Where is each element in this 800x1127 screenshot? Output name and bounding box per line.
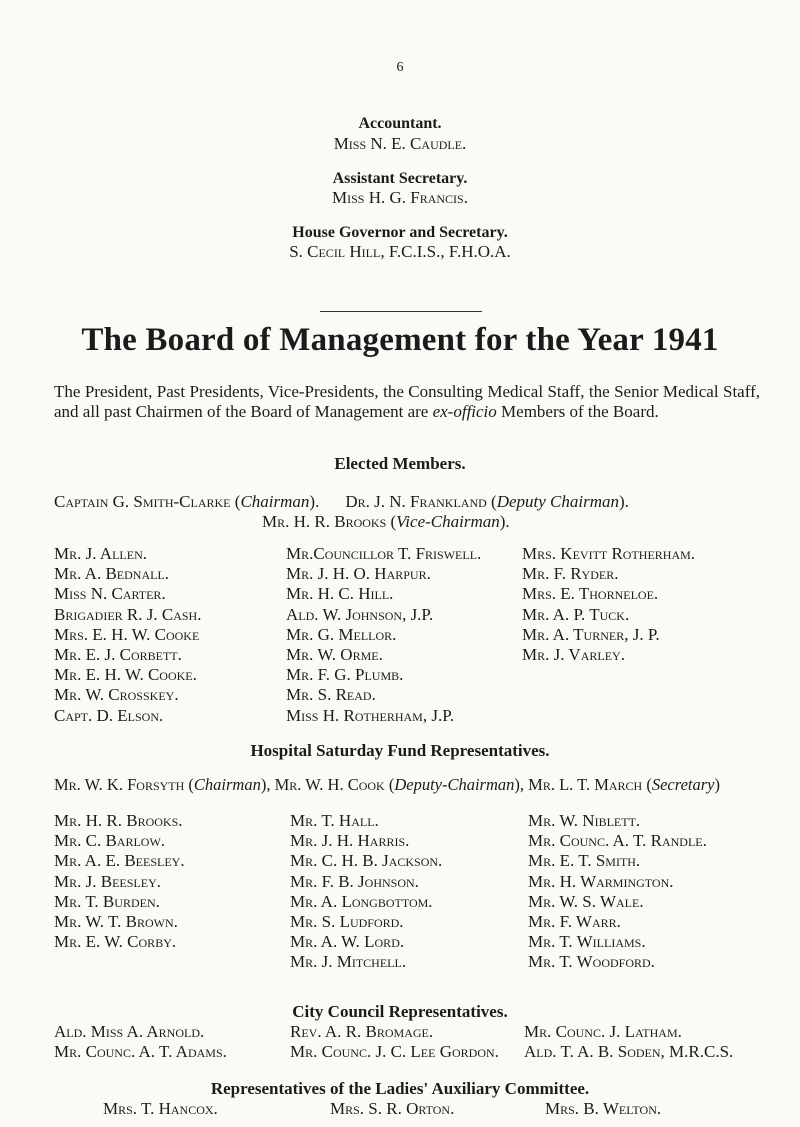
list-item: Mr. W. T. Brown.	[54, 911, 178, 931]
list-item: Mr. G. Mellor.	[286, 624, 397, 644]
list-item: Mr. A. P. Tuck.	[522, 604, 630, 624]
list-item: Mr. F. Ryder.	[522, 564, 619, 584]
city-council-column-3	[524, 1022, 733, 1062]
list-item: Mr. H. Warmington.	[528, 871, 674, 891]
list-item: Mr. A. Bednall.	[54, 564, 170, 584]
list-item: Miss N. Carter.	[54, 584, 166, 604]
elected-vice-line	[262, 512, 510, 532]
deputy-role: Deputy Chairman	[496, 492, 619, 511]
list-item: Mr. J. H. O. Harpur.	[286, 564, 431, 584]
officer-name-house-governor: S. Cecil Hill, F.C.I.S., F.H.O.A.	[289, 242, 511, 261]
hs-chair-close: ),	[260, 775, 271, 794]
city-council-column-2	[290, 1022, 499, 1062]
officer-title-assistant-secretary: Assistant Secretary.	[332, 170, 468, 187]
list-item: Mr. A. Longbottom.	[290, 891, 433, 911]
deputy-name: Dr. J. N. Frankland (	[345, 492, 497, 511]
ladies-auxiliary-heading: Representatives of the Ladies' Auxiliary Committee.	[210, 1079, 590, 1098]
divider-rule	[320, 311, 482, 312]
list-item: Mr. J. Varley.	[522, 644, 625, 664]
list-item: Ald. T. A. B. Soden, M.R.C.S.	[524, 1042, 734, 1062]
deputy-close: ).	[619, 492, 629, 511]
list-item: Mr.Councillor T. Friswell.	[286, 544, 482, 563]
list-item: Mrs. Kevitt Rotherham.	[522, 544, 696, 563]
list-item: Rev. A. R. Bromage.	[290, 1022, 434, 1041]
vice-name: Mr. H. R. Brooks (	[262, 512, 397, 531]
list-item: Mr. E. H. W. Cooke.	[54, 665, 197, 685]
officer-name-assistant-secretary: Miss H. G. Francis.	[332, 188, 468, 207]
hs-deputy-name: Mr. W. H. Cook (	[274, 775, 395, 794]
list-item: Mr. E. T. Smith.	[528, 851, 641, 871]
hospital-saturday-column-1	[54, 811, 185, 952]
list-item: Ald. W. Johnson, J.P.	[286, 604, 434, 624]
list-item: Mr. E. J. Corbett.	[54, 644, 182, 664]
hospital-saturday-heading: Hospital Saturday Fund Representatives.	[250, 741, 550, 760]
city-council-column-1	[54, 1022, 227, 1062]
list-item: Capt. D. Elson.	[54, 705, 164, 725]
hs-secretary-close: )	[714, 775, 720, 794]
ladies-auxiliary-member: Mrs. S. R. Orton.	[330, 1099, 455, 1118]
list-item: Mr. J. Allen.	[54, 544, 147, 563]
chair-role: Chairman	[240, 492, 310, 511]
intro-text-after: Members of the Board.	[496, 402, 659, 421]
list-item: Mrs. E. Thorneloe.	[522, 584, 659, 604]
list-item: Mr. F. B. Johnson.	[290, 871, 419, 891]
intro-text-italic: ex-officio	[432, 402, 497, 421]
list-item: Mr. S. Read.	[286, 685, 376, 705]
city-council-heading: City Council Representatives.	[292, 1002, 508, 1021]
list-item: Mr. T. Hall.	[290, 811, 379, 830]
page-number: 6	[396, 60, 404, 75]
list-item: Mr. T. Williams.	[528, 932, 646, 952]
list-item: Mr. Counc. A. T. Randle.	[528, 831, 707, 851]
list-item: Mr. W. Orme.	[286, 644, 383, 664]
chair-name: Captain G. Smith-Clarke (	[54, 492, 241, 511]
hs-chair-name: Mr. W. K. Forsyth (	[54, 775, 194, 794]
hs-deputy-close: ),	[514, 775, 525, 794]
list-item: Mr. T. Woodford.	[528, 952, 655, 972]
intro-text-before: The President, Past Presidents, Vice-Presidents, the Consulting Medical Staff, the Senior Medical Staff, and all past Chairmen of the Board of Management are	[54, 382, 760, 421]
ladies-auxiliary-member: Mrs. B. Welton.	[545, 1099, 662, 1118]
elected-column-3	[522, 544, 695, 665]
list-item: Mr. C. H. B. Jackson.	[290, 851, 443, 871]
list-item: Mr. W. Niblett.	[528, 811, 641, 830]
vice-role: Vice-Chairman	[396, 512, 500, 531]
list-item: Mr. Counc. J. C. Lee Gordon.	[290, 1042, 499, 1062]
elected-chair-line	[54, 492, 629, 512]
list-item: Mr. F. Warr.	[528, 911, 621, 931]
elected-column-1	[54, 544, 201, 726]
list-item: Miss H. Rotherham, J.P.	[286, 705, 455, 725]
elected-members-heading: Elected Members.	[334, 454, 466, 473]
hs-deputy-role: Deputy-Chairman	[394, 775, 515, 794]
list-item: Mrs. E. H. W. Cooke	[54, 624, 200, 644]
intro-paragraph	[54, 382, 760, 422]
list-item: Brigadier R. J. Cash.	[54, 604, 202, 624]
list-item: Mr. H. R. Brooks.	[54, 811, 183, 830]
officer-title-house-governor: House Governor and Secretary.	[292, 224, 508, 241]
list-item: Mr. S. Ludford.	[290, 911, 404, 931]
officer-title-accountant: Accountant.	[358, 115, 442, 132]
list-item: Mr. A. Turner, J. P.	[522, 624, 660, 644]
hs-secretary-role: Secretary	[651, 775, 715, 794]
list-item: Mr. Counc. A. T. Adams.	[54, 1042, 227, 1062]
list-item: Mr. H. C. Hill.	[286, 584, 394, 604]
list-item: Mr. Counc. J. Latham.	[524, 1022, 682, 1041]
list-item: Mr. W. S. Wale.	[528, 891, 644, 911]
list-item: Mr. T. Burden.	[54, 891, 160, 911]
hs-secretary-name: Mr. L. T. March (	[528, 775, 652, 794]
list-item: Mr. J. H. Harris.	[290, 831, 410, 851]
list-item: Mr. A. E. Beesley.	[54, 851, 185, 871]
list-item: Mr. C. Barlow.	[54, 831, 166, 851]
hospital-saturday-officers-line	[54, 775, 720, 795]
ladies-auxiliary-member: Mrs. T. Hancox.	[103, 1099, 218, 1118]
vice-close: ).	[499, 512, 510, 531]
list-item: Mr. A. W. Lord.	[290, 932, 405, 952]
hospital-saturday-column-2	[290, 811, 442, 973]
hs-chair-role: Chairman	[193, 775, 261, 794]
elected-column-2	[286, 544, 481, 726]
list-item: Mr. J. Mitchell.	[290, 952, 407, 972]
page-title: The Board of Management for the Year 1941	[81, 322, 719, 358]
hospital-saturday-column-3	[528, 811, 707, 973]
officer-name-accountant: Miss N. E. Caudle.	[333, 134, 467, 153]
list-item: Mr. W. Crosskey.	[54, 685, 179, 705]
list-item: Mr. J. Beesley.	[54, 871, 161, 891]
list-item: Mr. E. W. Corby.	[54, 932, 177, 952]
list-item: Ald. Miss A. Arnold.	[54, 1022, 205, 1041]
chair-close: ).	[309, 492, 320, 511]
list-item: Mr. F. G. Plumb.	[286, 665, 404, 685]
